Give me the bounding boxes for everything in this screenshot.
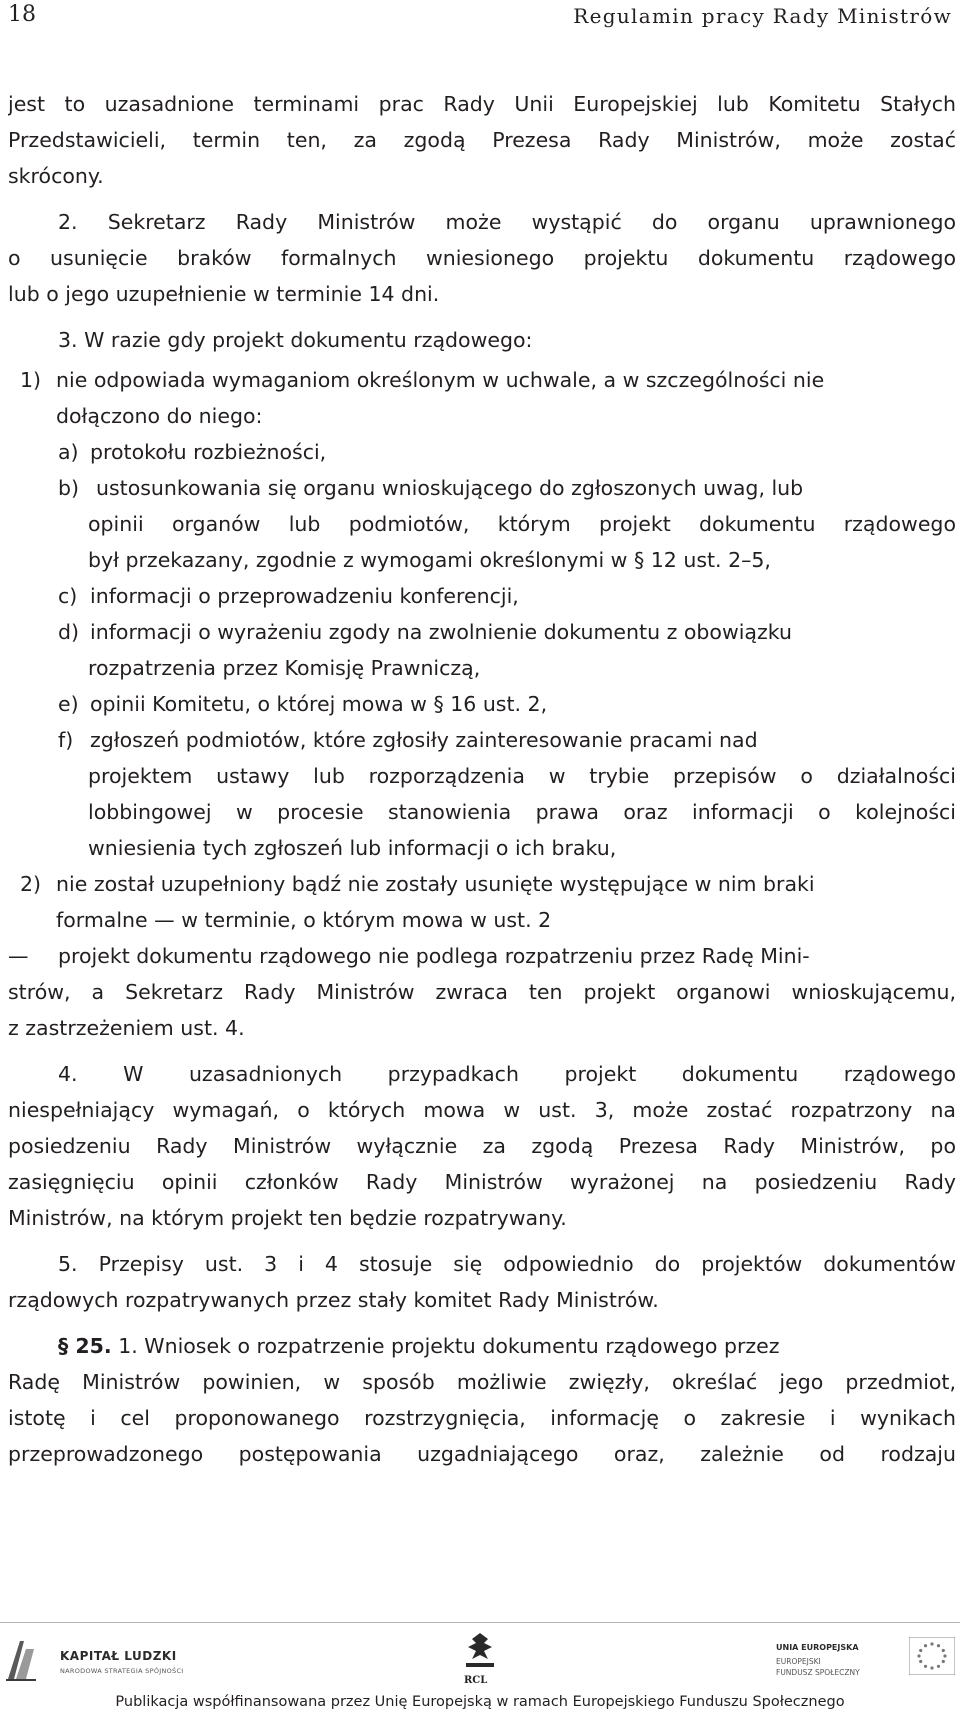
- section-text: 1. Wniosek o rozpatrzenie projektu dokumentu rządowego przez: [118, 1334, 780, 1358]
- eu-flag-icon: [909, 1637, 955, 1675]
- page-footer: [0, 1622, 960, 1714]
- list-text: ustosunkowania się organu wnioskującego do zgłoszonych uwag, lub: [96, 476, 804, 500]
- dash-line: [8, 938, 956, 974]
- list-label: d): [58, 620, 80, 644]
- rcl-logo: [450, 1629, 510, 1691]
- text-line: Przedstawicieli, termin ten, za zgodą Prezesa Rady Ministrów, może zostać: [8, 128, 956, 152]
- list-item-d-cont: rozpatrzenia przez Komisję Prawniczą,: [88, 656, 481, 680]
- list-item-b-cont: był przekazany, zgodnie z wymogami określonymi w § 12 ust. 2–5,: [88, 548, 771, 572]
- list-label: c): [58, 584, 78, 608]
- dash-mark: —: [8, 944, 29, 968]
- dash-line-cont: z zastrzeżeniem ust. 4.: [8, 1016, 245, 1040]
- section-25-line: Radę Ministrów powinien, w sposób możliwie zwięzły, określać jego przedmiot,: [8, 1370, 956, 1394]
- section-25-line: przeprowadzonego postępowania uzgadniającego oraz, zależnie od rodzaju: [8, 1442, 956, 1466]
- eu-fund-line1: EUROPEJSKI: [776, 1657, 821, 1666]
- list-item-d: [8, 614, 956, 650]
- list-text: zgłoszeń podmiotów, które zgłosiły zainteresowanie pracami nad: [90, 728, 758, 752]
- list-label: 2): [20, 872, 42, 896]
- paragraph-4-line: posiedzeniu Rady Ministrów wyłącznie za zgodą Prezesa Rady Ministrów, po: [8, 1134, 956, 1158]
- list-item-b: [8, 470, 956, 506]
- section-25-line: [8, 1328, 956, 1364]
- list-item-2: [8, 866, 956, 902]
- list-item-b-cont: opinii organów lub podmiotów, którym projekt dokumentu rządowego: [88, 512, 956, 536]
- list-text: nie został uzupełniony bądź nie zostały usunięte występujące w nim braki: [56, 872, 815, 896]
- eu-fund-line2: FUNDUSZ SPOŁECZNY: [776, 1668, 860, 1677]
- list-item-1: [8, 362, 956, 398]
- cofinancing-note: Publikacja współfinansowana przez Unię Europejską w ramach Europejskiego Funduszu Społecznego: [115, 1694, 845, 1710]
- paragraph-5-line: rządowych rozpatrywanych przez stały komitet Rady Ministrów.: [8, 1288, 659, 1312]
- list-item-f-cont: lobbingowej w procesie stanowienia prawa oraz informacji o kolejności: [88, 800, 956, 824]
- paragraph-2-line: 2. Sekretarz Rady Ministrów może wystąpić do organu uprawnionego: [58, 210, 956, 234]
- paragraph-2-line: o usunięcie braków formalnych wniesionego projektu dokumentu rządowego: [8, 246, 956, 270]
- list-item-f-cont: wniesienia tych zgłoszeń lub informacji o ich braku,: [88, 836, 617, 860]
- rcl-text: RCL: [464, 1675, 488, 1686]
- list-label: e): [58, 692, 79, 716]
- list-text: informacji o przeprowadzeniu konferencji,: [90, 584, 519, 608]
- dash-text: projekt dokumentu rządowego nie podlega rozpatrzeniu przez Radę Mini-: [58, 944, 810, 968]
- list-item-e: [8, 686, 956, 722]
- list-item-f: [8, 722, 956, 758]
- list-item-c: [8, 578, 956, 614]
- list-item-a: [8, 434, 956, 470]
- list-text: opinii Komitetu, o której mowa w § 16 ust. 2,: [90, 692, 548, 716]
- paragraph-4-line: Ministrów, na którym projekt ten będzie rozpatrywany.: [8, 1206, 567, 1230]
- dash-line-cont: strów, a Sekretarz Rady Ministrów zwraca ten projekt organowi wnioskującemu,: [8, 980, 956, 1004]
- list-item-2-cont: formalne — w terminie, o którym mowa w ust. 2: [56, 908, 552, 932]
- running-title: Regulamin pracy Rady Ministrów: [573, 4, 952, 28]
- paragraph-4-line: 4. W uzasadnionych przypadkach projekt dokumentu rządowego: [58, 1062, 956, 1086]
- section-mark: § 25.: [58, 1334, 112, 1358]
- logo-subtitle: NARODOWA STRATEGIA SPÓJNOŚCI: [60, 1667, 184, 1675]
- rcl-eagle-icon: [458, 1629, 502, 1673]
- list-text: nie odpowiada wymaganiom określonym w uchwale, a w szczególności nie: [56, 368, 825, 392]
- list-item-f-cont: projektem ustawy lub rozporządzenia w trybie przepisów o działalności: [88, 764, 956, 788]
- list-label: b): [58, 476, 80, 500]
- list-label: 1): [20, 368, 42, 392]
- paragraph-5-line: 5. Przepisy ust. 3 i 4 stosuje się odpowiednio do projektów dokumentów: [58, 1252, 956, 1276]
- paragraph-4-line: niespełniający wymagań, o których mowa w ust. 3, może zostać rozpatrzony na: [8, 1098, 956, 1122]
- kapital-ludzki-logo: [6, 1635, 206, 1687]
- kapital-ludzki-emblem-icon: [6, 1635, 36, 1681]
- list-text: protokołu rozbieżności,: [90, 440, 327, 464]
- list-item-1-cont: dołączono do niego:: [56, 404, 263, 428]
- eu-logo: [776, 1637, 956, 1693]
- paragraph-2-line: lub o jego uzupełnienie w terminie 14 dni.: [8, 282, 440, 306]
- paragraph-3-line: 3. W razie gdy projekt dokumentu rządowego:: [58, 328, 533, 352]
- text-line: jest to uzasadnione terminami prac Rady Unii Europejskiej lub Komitetu Stałych: [8, 92, 956, 116]
- document-body: [8, 86, 956, 1472]
- logo-title: KAPITAŁ LUDZKI: [60, 1649, 177, 1663]
- list-text: informacji o wyrażeniu zgody na zwolnienie dokumentu z obowiązku: [90, 620, 792, 644]
- page-header: [0, 0, 960, 34]
- page-number: 18: [8, 2, 36, 27]
- section-25-line: istotę i cel proponowanego rozstrzygnięcia, informację o zakresie i wynikach: [8, 1406, 956, 1430]
- paragraph-4-line: zasięgnięciu opinii członków Rady Ministrów wyrażonej na posiedzeniu Rady: [8, 1170, 956, 1194]
- list-label: a): [58, 440, 79, 464]
- text-line: skrócony.: [8, 164, 104, 188]
- list-label: f): [58, 728, 74, 752]
- eu-title: UNIA EUROPEJSKA: [776, 1643, 859, 1652]
